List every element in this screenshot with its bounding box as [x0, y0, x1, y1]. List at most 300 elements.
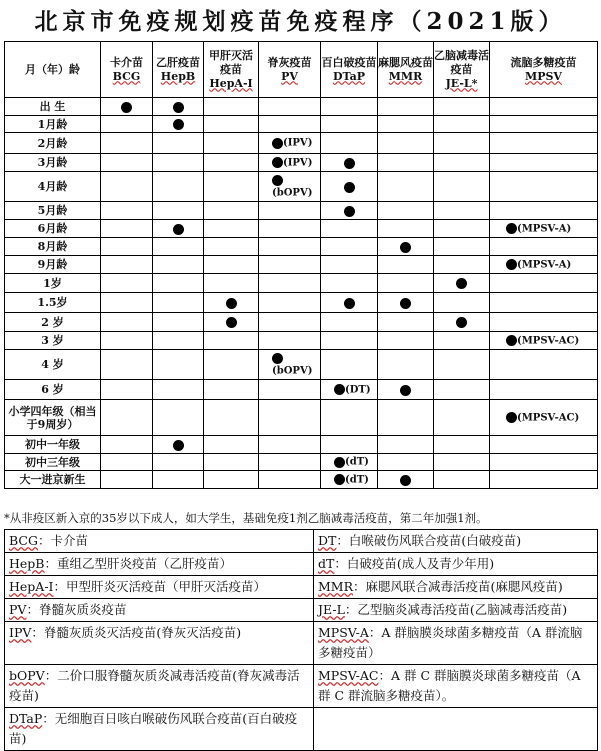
legend-row — [5, 530, 598, 553]
dose-cell — [101, 436, 153, 454]
dose-dot-icon — [456, 317, 467, 328]
dose-cell — [204, 256, 259, 274]
dose-cell — [434, 332, 490, 350]
dose-cell — [204, 332, 259, 350]
dose-cell — [378, 436, 434, 454]
dose-cell — [153, 256, 204, 274]
dose-cell — [321, 400, 378, 436]
dose-label: (MPSV-A) — [517, 223, 572, 235]
dose-label: (IPV) — [283, 157, 313, 169]
age-label: 6 岁 — [41, 383, 64, 396]
dose-cell — [101, 332, 153, 350]
dose-dot-icon — [344, 182, 355, 193]
age-label: 初中三年级 — [25, 455, 80, 469]
dose-cell — [101, 220, 153, 238]
dose-cell — [259, 202, 321, 220]
dose-cell — [490, 116, 598, 133]
dose-cell — [259, 454, 321, 471]
dose-cell — [378, 274, 434, 293]
age-cell — [5, 220, 101, 238]
dose-cell — [204, 380, 259, 400]
dose-cell — [490, 436, 598, 454]
dose-cell — [321, 350, 378, 380]
legend-left-cell — [5, 553, 314, 576]
dose-dot-icon — [506, 412, 517, 423]
dose-cell — [321, 116, 378, 133]
dose-dot-icon — [173, 224, 184, 235]
dose-cell — [101, 471, 153, 489]
age-column-header — [5, 42, 101, 98]
table-row — [5, 471, 598, 489]
dose-cell — [101, 380, 153, 400]
age-cell — [5, 116, 101, 133]
age-cell — [5, 98, 101, 116]
age-label: 1岁 — [43, 276, 62, 290]
dose-cell — [101, 400, 153, 436]
legend-abbr: dT — [318, 556, 335, 571]
dose-cell — [490, 332, 598, 350]
dose-dot-icon — [334, 384, 345, 395]
vaccine-name: 百白破疫苗 — [321, 55, 377, 69]
dose-cell — [321, 220, 378, 238]
dose-cell — [321, 202, 378, 220]
dose-cell — [434, 313, 490, 332]
dose-cell — [204, 454, 259, 471]
age-label: 1.5岁 — [37, 296, 68, 309]
dose-cell — [378, 332, 434, 350]
dose-dot-icon — [272, 138, 283, 149]
dose-cell — [101, 256, 153, 274]
age-cell — [5, 133, 101, 154]
dose-cell — [259, 116, 321, 133]
dose-cell — [321, 154, 378, 172]
legend-abbr: HepB — [9, 556, 45, 571]
dose-cell — [259, 238, 321, 256]
legend-left-cell — [5, 599, 314, 622]
legend-right-cell — [314, 576, 598, 599]
age-label: 1月龄 — [37, 117, 68, 131]
vaccine-column-header — [434, 42, 490, 98]
age-label: 5月龄 — [37, 204, 68, 217]
dose-dot-icon — [121, 102, 132, 113]
legend-abbr: DTaP — [9, 711, 43, 726]
legend-abbr: bOPV — [9, 668, 45, 683]
vaccine-name: 乙脑减毒活疫苗 — [434, 48, 489, 76]
age-cell — [5, 400, 101, 436]
dose-cell — [434, 133, 490, 154]
legend-right-cell — [314, 599, 598, 622]
table-row — [5, 154, 598, 172]
dose-dot-icon — [272, 353, 283, 364]
dose-cell — [259, 350, 321, 380]
age-label: 2月龄 — [37, 136, 68, 150]
dose-cell — [321, 274, 378, 293]
dose-dot-icon — [400, 298, 411, 309]
dose-cell — [153, 172, 204, 202]
legend-desc: ：脊髓灰质炎灭活疫苗(脊灰灭活疫苗) — [31, 625, 242, 640]
legend-abbr: MMR — [318, 579, 354, 594]
dose-dot-icon — [400, 385, 411, 396]
table-header-row — [5, 42, 598, 98]
legend-abbr: BCG — [9, 533, 38, 548]
table-row — [5, 400, 598, 436]
dose-cell — [101, 293, 153, 313]
dose-cell — [434, 350, 490, 380]
dose-label: (DT) — [345, 384, 371, 396]
dose-cell — [434, 400, 490, 436]
dose-cell — [101, 238, 153, 256]
table-row — [5, 332, 598, 350]
age-cell — [5, 313, 101, 332]
legend-left-cell — [5, 665, 314, 708]
table-row — [5, 133, 598, 154]
dose-cell — [490, 350, 598, 380]
dose-cell — [101, 133, 153, 154]
legend-desc: ：乙型脑炎减毒活疫苗(乙脑减毒活疫苗) — [344, 602, 568, 617]
dose-cell — [153, 98, 204, 116]
dose-dot-icon — [334, 457, 345, 468]
legend-left-cell — [5, 708, 314, 751]
legend-desc: ：二价口服脊髓灰质炎减毒活疫苗(脊灰减毒活疫苗) — [9, 668, 300, 703]
dose-cell — [101, 98, 153, 116]
age-label: 6月龄 — [37, 222, 68, 235]
dose-cell — [204, 238, 259, 256]
dose-cell — [153, 133, 204, 154]
dose-cell — [204, 471, 259, 489]
age-label: 4月龄 — [37, 180, 68, 193]
legend-abbr: JE-L — [318, 602, 345, 617]
dose-label: (dT) — [345, 456, 369, 468]
dose-dot-icon — [334, 474, 345, 485]
dose-dot-icon — [344, 206, 355, 217]
dose-cell — [204, 98, 259, 116]
legend-desc: ：卡介苗 — [37, 533, 88, 548]
dose-dot-icon — [344, 298, 355, 309]
vaccine-column-header — [101, 42, 153, 98]
dose-cell — [490, 133, 598, 154]
vaccine-name: 甲肝灭活疫苗 — [209, 48, 253, 76]
age-cell — [5, 154, 101, 172]
table-row — [5, 350, 598, 380]
dose-label: (dT) — [345, 474, 369, 486]
vaccine-column-header — [490, 42, 598, 98]
age-label: 小学四年级（相当于9周岁） — [8, 404, 97, 431]
dose-cell — [321, 256, 378, 274]
dose-cell — [153, 238, 204, 256]
dose-cell — [378, 400, 434, 436]
dose-cell — [204, 154, 259, 172]
dose-cell — [259, 98, 321, 116]
dose-cell — [321, 133, 378, 154]
legend-right-cell — [314, 622, 598, 665]
dose-dot-icon — [506, 223, 517, 234]
dose-cell — [259, 256, 321, 274]
vaccine-name: 脊灰疫苗 — [267, 55, 312, 69]
dose-cell — [434, 154, 490, 172]
dose-dot-icon — [506, 259, 517, 270]
dose-cell — [490, 202, 598, 220]
legend-abbr: MPSV-AC — [318, 668, 379, 683]
table-row — [5, 313, 598, 332]
dose-cell — [259, 380, 321, 400]
legend-desc: ：脊髓灰质炎疫苗 — [26, 602, 127, 617]
dose-cell — [204, 313, 259, 332]
table-row — [5, 202, 598, 220]
table-row — [5, 293, 598, 313]
dose-cell — [434, 274, 490, 293]
dose-dot-icon — [173, 102, 184, 113]
age-label: 8月龄 — [37, 240, 68, 253]
dose-cell — [259, 274, 321, 293]
dose-cell — [434, 293, 490, 313]
dose-cell — [378, 454, 434, 471]
dose-cell — [321, 436, 378, 454]
legend-right-cell — [314, 708, 598, 751]
legend-desc: ：A 群 C 群脑膜炎球菌多糖疫苗（A 群 C 群流脑多糖疫苗）。 — [318, 668, 581, 703]
dose-cell — [259, 332, 321, 350]
legend-row — [5, 576, 598, 599]
document-title: 北京市免疫规划疫苗免疫程序（2021版） — [34, 8, 567, 35]
legend-right-cell — [314, 665, 598, 708]
dose-cell — [490, 220, 598, 238]
legend-left-cell — [5, 622, 314, 665]
dose-cell — [378, 98, 434, 116]
dose-cell — [153, 380, 204, 400]
dose-cell — [490, 293, 598, 313]
dose-cell — [153, 454, 204, 471]
footnote: *从非疫区新入京的35岁以下成人，如大学生，基础免疫1剂乙脑减毒活疫苗，第二年加强1剂。 — [4, 511, 488, 525]
dose-cell — [153, 471, 204, 489]
dose-dot-icon — [344, 158, 355, 169]
vaccine-name: 卡介苗 — [110, 55, 143, 69]
dose-cell — [378, 380, 434, 400]
dose-cell — [101, 202, 153, 220]
dose-cell — [434, 471, 490, 489]
vaccine-abbr: PV — [281, 69, 298, 83]
dose-cell — [259, 436, 321, 454]
table-row — [5, 172, 598, 202]
dose-cell — [204, 436, 259, 454]
dose-cell — [204, 116, 259, 133]
dose-cell — [490, 274, 598, 293]
age-label: 大一进京新生 — [19, 473, 86, 486]
dose-cell — [490, 172, 598, 202]
legend-row — [5, 622, 598, 665]
vaccine-name: 乙肝疫苗 — [156, 55, 200, 69]
legend-abbr: DT — [318, 533, 337, 548]
legend-row — [5, 665, 598, 708]
vaccine-abbr: MMR — [388, 69, 423, 83]
abbreviation-legend — [4, 529, 598, 751]
dose-cell — [204, 133, 259, 154]
dose-cell — [153, 332, 204, 350]
dose-cell — [490, 238, 598, 256]
dose-cell — [153, 220, 204, 238]
dose-cell — [378, 202, 434, 220]
dose-cell — [490, 400, 598, 436]
dose-cell — [321, 172, 378, 202]
dose-dot-icon — [456, 278, 467, 289]
dose-dot-icon — [226, 298, 237, 309]
legend-desc: ：重组乙型肝炎疫苗（乙肝疫苗） — [44, 556, 233, 571]
dose-dot-icon — [226, 317, 237, 328]
dose-dot-icon — [506, 335, 517, 346]
legend-abbr: IPV — [9, 625, 32, 640]
dose-cell — [204, 172, 259, 202]
vaccine-name: 流脑多糖疫苗 — [510, 55, 577, 69]
dose-cell — [204, 350, 259, 380]
dose-cell — [153, 313, 204, 332]
legend-left-cell — [5, 530, 314, 553]
dose-cell — [153, 116, 204, 133]
dose-cell — [259, 172, 321, 202]
dose-cell — [153, 350, 204, 380]
legend-desc: ：甲型肝炎灭活疫苗（甲肝灭活疫苗） — [53, 579, 267, 594]
dose-cell — [259, 471, 321, 489]
vaccine-abbr: MPSV — [525, 69, 562, 83]
table-row — [5, 116, 598, 133]
dose-cell — [378, 172, 434, 202]
dose-cell — [321, 293, 378, 313]
legend-desc: ：麻腮风联合减毒活疫苗(麻腮风疫苗) — [353, 579, 563, 594]
age-cell — [5, 256, 101, 274]
dose-cell — [490, 154, 598, 172]
legend-desc: ：无细胞百日咳白喉破伤风联合疫苗(百白破疫苗) — [9, 711, 298, 746]
age-label: 出 生 — [39, 100, 66, 113]
dose-cell — [153, 293, 204, 313]
table-row — [5, 274, 598, 293]
legend-desc: ：白喉破伤风联合疫苗(白破疫苗) — [336, 533, 522, 548]
dose-cell — [321, 380, 378, 400]
legend-row — [5, 599, 598, 622]
dose-cell — [321, 471, 378, 489]
legend-right-cell — [314, 530, 598, 553]
dose-label: (bOPV) — [272, 365, 313, 377]
vaccine-abbr: DTaP — [332, 69, 366, 83]
age-cell — [5, 436, 101, 454]
age-label: 3月龄 — [37, 156, 68, 169]
legend-abbr: PV — [9, 602, 27, 617]
dose-cell — [378, 350, 434, 380]
age-label: 4 岁 — [41, 358, 64, 371]
vaccine-abbr: HepA-I — [209, 76, 253, 90]
vaccine-column-header — [204, 42, 259, 98]
dose-cell — [434, 256, 490, 274]
age-cell — [5, 172, 101, 202]
legend-row — [5, 708, 598, 751]
age-cell — [5, 454, 101, 471]
legend-left-cell — [5, 576, 314, 599]
dose-cell — [321, 98, 378, 116]
vaccine-column-header — [259, 42, 321, 98]
dose-cell — [259, 400, 321, 436]
vaccine-column-header — [378, 42, 434, 98]
dose-cell — [321, 332, 378, 350]
dose-cell — [378, 293, 434, 313]
dose-cell — [259, 293, 321, 313]
dose-cell — [378, 256, 434, 274]
dose-cell — [321, 454, 378, 471]
vaccine-column-header — [321, 42, 378, 98]
age-cell — [5, 238, 101, 256]
dose-cell — [378, 471, 434, 489]
dose-cell — [490, 380, 598, 400]
dose-cell — [434, 98, 490, 116]
dose-cell — [490, 454, 598, 471]
age-label: 9月龄 — [37, 258, 68, 271]
dose-cell — [434, 202, 490, 220]
legend-abbr: HepA-I — [9, 579, 54, 594]
dose-label: (MPSV-AC) — [517, 412, 580, 424]
dose-label: (IPV) — [283, 137, 313, 149]
dose-cell — [378, 238, 434, 256]
dose-cell — [153, 400, 204, 436]
dose-cell — [204, 220, 259, 238]
dose-cell — [378, 313, 434, 332]
legend-row — [5, 553, 598, 576]
immunization-schedule-table — [4, 41, 598, 489]
dose-label: (MPSV-AC) — [517, 335, 580, 347]
dose-cell — [490, 471, 598, 489]
dose-cell — [434, 220, 490, 238]
dose-cell — [101, 274, 153, 293]
dose-dot-icon — [173, 119, 184, 130]
age-label: 3 岁 — [41, 334, 64, 347]
dose-cell — [490, 313, 598, 332]
table-row — [5, 380, 598, 400]
dose-cell — [259, 133, 321, 154]
age-cell — [5, 202, 101, 220]
dose-cell — [434, 172, 490, 202]
table-row — [5, 454, 598, 471]
table-row — [5, 220, 598, 238]
age-label: 2 岁 — [41, 315, 64, 329]
dose-cell — [259, 313, 321, 332]
dose-dot-icon — [173, 440, 184, 451]
dose-cell — [101, 454, 153, 471]
legend-desc: ：A 群脑膜炎球菌多糖疫苗（A 群流脑多糖疫苗） — [318, 625, 583, 660]
dose-cell — [153, 436, 204, 454]
dose-cell — [434, 454, 490, 471]
dose-label: (bOPV) — [272, 187, 313, 199]
dose-cell — [434, 380, 490, 400]
legend-desc: ：白破疫苗(成人及青少年用) — [334, 556, 495, 571]
dose-cell — [434, 116, 490, 133]
dose-cell — [490, 98, 598, 116]
dose-label: (MPSV-A) — [517, 259, 572, 271]
dose-cell — [204, 293, 259, 313]
legend-abbr: MPSV-A — [318, 625, 369, 640]
dose-cell — [434, 436, 490, 454]
dose-cell — [101, 350, 153, 380]
dose-cell — [153, 154, 204, 172]
dose-dot-icon — [400, 242, 411, 253]
table-row — [5, 98, 598, 116]
age-label: 初中一年级 — [25, 438, 80, 451]
table-row — [5, 256, 598, 274]
age-cell — [5, 471, 101, 489]
vaccine-abbr: BCG — [112, 69, 141, 83]
dose-cell — [321, 313, 378, 332]
dose-cell — [153, 202, 204, 220]
legend-right-cell — [314, 553, 598, 576]
age-cell — [5, 274, 101, 293]
dose-dot-icon — [272, 175, 283, 186]
dose-cell — [101, 172, 153, 202]
vaccine-name: 麻腮风疫苗 — [378, 55, 433, 69]
table-row — [5, 238, 598, 256]
dose-cell — [259, 220, 321, 238]
